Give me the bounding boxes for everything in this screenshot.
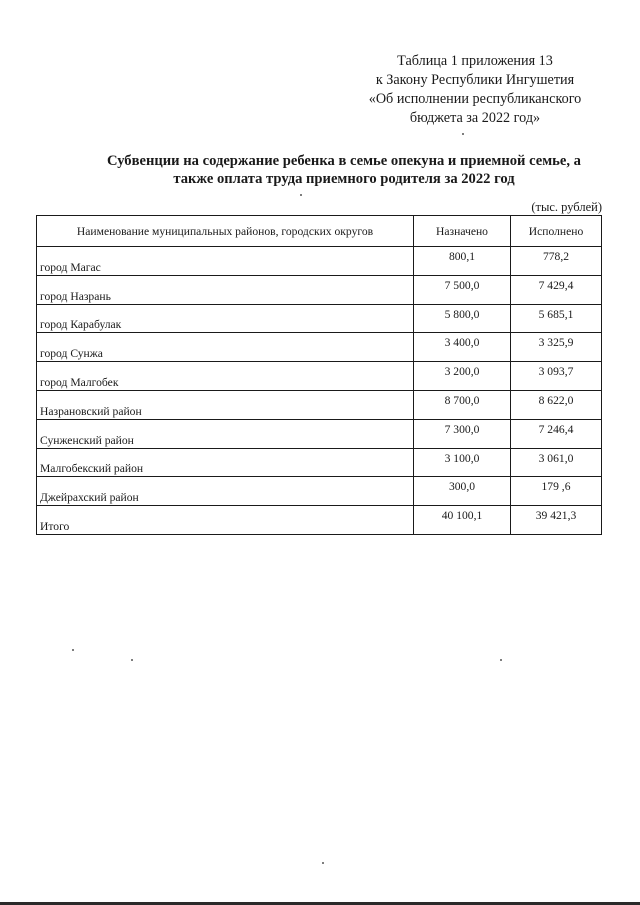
appendix-line: Таблица 1 приложения 13: [397, 53, 553, 69]
cell-planned: 800,1: [414, 247, 511, 276]
cell-planned: 8 700,0: [414, 390, 511, 419]
cell-name: Назрановский район: [37, 390, 414, 419]
title-line: Субвенции на содержание ребенка в семье опекуна и приемной семье, а: [107, 153, 581, 169]
table-row: [37, 304, 602, 333]
table-row: [37, 419, 602, 448]
cell-name: город Малгобек: [37, 362, 414, 391]
title-line: также оплата труда приемного родителя за 2022 год: [173, 171, 515, 187]
units-note: (тыс. рублей): [531, 200, 602, 214]
document-title: [60, 152, 628, 188]
cell-name: Итого: [37, 506, 414, 535]
table-total-row: [37, 506, 602, 535]
cell-name: Малгобекский район: [37, 448, 414, 477]
cell-name: город Сунжа: [37, 333, 414, 362]
table-row: [37, 247, 602, 276]
scan-speck: [300, 194, 302, 196]
scan-speck: [322, 862, 324, 864]
cell-name: город Назрань: [37, 275, 414, 304]
cell-planned: 3 100,0: [414, 448, 511, 477]
header-name: Наименование муниципальных районов, городских округов: [37, 216, 414, 247]
table-header-row: [37, 216, 602, 247]
cell-executed: 3 325,9: [511, 333, 602, 362]
scan-speck: [72, 649, 74, 651]
cell-planned: 300,0: [414, 477, 511, 506]
cell-planned: 7 300,0: [414, 419, 511, 448]
subventions-table: [36, 215, 602, 535]
cell-executed: 39 421,3: [511, 506, 602, 535]
cell-name: Сунженский район: [37, 419, 414, 448]
cell-name: город Карабулак: [37, 304, 414, 333]
cell-executed: 3 093,7: [511, 362, 602, 391]
table-row: [37, 448, 602, 477]
table-row: [37, 362, 602, 391]
appendix-line: бюджета за 2022 год»: [409, 110, 541, 126]
cell-planned: 40 100,1: [414, 506, 511, 535]
appendix-reference: [330, 52, 620, 128]
scan-speck: [500, 659, 502, 661]
cell-executed: 179 ,6: [511, 477, 602, 506]
cell-name: Джейрахский район: [37, 477, 414, 506]
table-row: [37, 333, 602, 362]
cell-name: город Магас: [37, 247, 414, 276]
cell-executed: 7 429,4: [511, 275, 602, 304]
appendix-line: к Закону Республики Ингушетия: [375, 72, 575, 88]
cell-executed: 7 246,4: [511, 419, 602, 448]
scan-speck: [131, 659, 133, 661]
cell-executed: 8 622,0: [511, 390, 602, 419]
scan-speck: [462, 133, 464, 135]
cell-planned: 5 800,0: [414, 304, 511, 333]
table-row: [37, 275, 602, 304]
cell-executed: 5 685,1: [511, 304, 602, 333]
cell-planned: 3 200,0: [414, 362, 511, 391]
cell-executed: 778,2: [511, 247, 602, 276]
table-row: [37, 390, 602, 419]
cell-planned: 3 400,0: [414, 333, 511, 362]
header-executed: Исполнено: [511, 216, 602, 247]
cell-executed: 3 061,0: [511, 448, 602, 477]
table-row: [37, 477, 602, 506]
cell-planned: 7 500,0: [414, 275, 511, 304]
header-planned: Назначено: [414, 216, 511, 247]
appendix-line: «Об исполнении республиканского: [368, 91, 582, 107]
